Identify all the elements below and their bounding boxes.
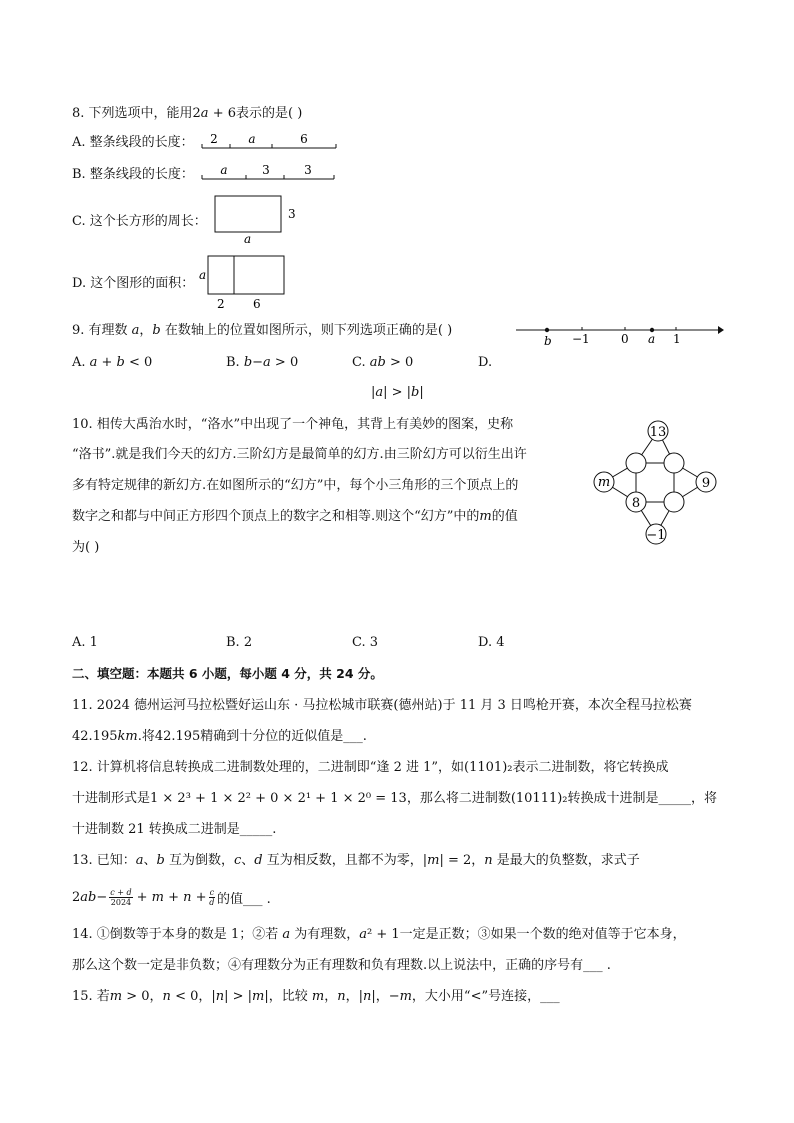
q9-option-b: B. 𝑏−𝑎 > 0: [226, 355, 299, 370]
q13-fraction-1-denominator: 2024: [110, 897, 132, 907]
q8-option-a: A. 整条线段的长度：: [72, 135, 194, 150]
q8-c-side-label: 3: [288, 207, 296, 221]
q9-option-a: A. 𝑎 + 𝑏 < 0: [72, 355, 153, 370]
q13-line-1: 13. 已知：𝑎、𝑏 互为倒数，𝑐、𝑑 互为相反数，且都不为零，|𝑚| = 2，𝑛 是最大的负整数，求式子: [72, 853, 640, 868]
q13-fraction-2-denominator: 𝑑: [209, 897, 215, 907]
q8-b-seg-label-2: 3: [262, 163, 270, 177]
q9-axis-label-neg1: −1: [572, 332, 590, 346]
q8-c-rectangle: [214, 195, 300, 247]
q11-line-1: 11. 2024 德州运河马拉松暨好运山东 · 马拉松城市联赛(德州站)于 11 月 3 日鸣枪开赛，本次全程马拉松赛: [72, 698, 692, 713]
q13-expr-part-2: + 𝑚 + 𝑛 +: [136, 889, 207, 905]
q8-d-side-label: 𝑎: [199, 268, 207, 282]
q8-a-seg-label-2: 𝑎: [248, 132, 256, 146]
q8-a-seg-label-1: 2: [210, 132, 218, 146]
q8-option-c: C. 这个长方形的周长：: [72, 214, 207, 229]
q8-d-bottom-label-2: 6: [253, 297, 261, 311]
q9-option-c: C. 𝑎𝑏 > 0: [352, 355, 414, 370]
q13-fraction-2: [209, 888, 215, 907]
q9-number-line: [512, 318, 724, 348]
q10-line-5: 为( ): [72, 540, 100, 555]
q10-node-square-bottom-left: 8: [631, 496, 641, 511]
q10-option-b: B. 2: [226, 635, 253, 650]
q8-b-seg-label-3: 3: [304, 163, 312, 177]
q12-line-1: 12. 计算机将信息转换成二进制数处理的，二进制即“逢 2 进 1”，如(1101)₂表示二进制数，将它转换成: [72, 760, 669, 775]
q10-magic-square-diagram: [588, 418, 724, 552]
q9-option-d: D.: [478, 355, 493, 370]
q14-line-1: 14. ①倒数等于本身的数是 1；②若 𝑎 为有理数，𝑎² + 1一定是正数；③如果一个数的绝对值等于它本身，: [72, 927, 686, 942]
q13-fraction-1: [109, 888, 132, 907]
q10-node-right: 9: [701, 476, 711, 491]
q10-node-top: 13: [649, 425, 667, 440]
q13-expr-part-3: 的值___ .: [217, 891, 271, 907]
q8-option-d: D. 这个图形的面积：: [72, 276, 195, 291]
section-2-heading: 二、填空题：本题共 6 小题，每小题 4 分，共 24 分。: [72, 666, 383, 681]
q8-a-seg-label-3: 6: [300, 132, 308, 146]
q10-node-bottom: −1: [646, 528, 666, 543]
q9-axis-label-1: 1: [673, 332, 681, 346]
q8-b-segment: [200, 160, 340, 184]
q9-option-d-expression: |𝑎| > |𝑏|: [371, 385, 424, 400]
q13-expr-part-1: 2𝑎𝑏−: [72, 889, 108, 905]
q8-c-bottom-label: 𝑎: [244, 232, 252, 246]
q8-option-b: B. 整条线段的长度：: [72, 167, 194, 182]
q11-line-2: 42.195𝑘𝑚.将42.195精确到十分位的近似值是___.: [72, 729, 367, 744]
q9-axis-label-b: 𝑏: [544, 334, 552, 348]
q8-stem: 8. 下列选项中，能用2𝑎 + 6表示的是( ): [72, 106, 303, 121]
q14-line-2: 那么这个数一定是非负数；④有理数分为正有理数和负有理数.以上说法中，正确的序号有___ .: [72, 958, 611, 973]
q13-expression: [72, 883, 271, 911]
q9-stem: 9. 有理数 𝑎，𝑏 在数轴上的位置如图所示，则下列选项正确的是( ): [72, 323, 453, 338]
q13-fraction-1-numerator: 𝑐 + 𝑑: [110, 887, 132, 897]
q12-line-3: 十进制数 21 转换成二进制是_____.: [72, 822, 277, 837]
q10-option-a: A. 1: [72, 635, 98, 650]
q10-line-4: 数字之和都与中间正方形四个顶点上的数字之和相等.则这个“幻方”中的𝑚的值: [72, 509, 518, 524]
q10-node-left: 𝑚: [597, 475, 611, 490]
q9-axis-label-a: 𝑎: [648, 332, 656, 346]
q12-line-2: 十进制形式是1 × 2³ + 1 × 2² + 0 × 2¹ + 1 × 2⁰ = 13，那么将二进制数(10111)₂转换成十进制是_____，将: [72, 791, 718, 806]
q10-line-2: “洛书”.就是我们今天的幻方.三阶幻方是最简单的幻方.由三阶幻方可以衍生出许: [72, 447, 527, 462]
q13-fraction-2-numerator: 𝑐: [209, 887, 215, 897]
q8-b-seg-label-1: 𝑎: [220, 163, 228, 177]
q10-line-1: 10. 相传大禹治水时，“洛水”中出现了一个神龟，其背上有美妙的图案，史称: [72, 417, 514, 432]
q15-line-1: 15. 若𝑚 > 0，𝑛 < 0，|𝑛| > |𝑚|，比较 𝑚，𝑛，|𝑛|，−𝑚，大小用“<”号连接，___: [72, 989, 560, 1004]
q9-axis-label-0: 0: [621, 332, 629, 346]
q8-d-bottom-label-1: 2: [217, 297, 225, 311]
q8-a-segment: [200, 130, 340, 154]
q8-d-figure: [198, 254, 290, 312]
q10-option-c: C. 3: [352, 635, 379, 650]
q10-option-d: D. 4: [478, 635, 505, 650]
q10-line-3: 多有特定规律的新幻方.在如图所示的“幻方”中，每个小三角形的三个顶点上的: [72, 478, 519, 493]
